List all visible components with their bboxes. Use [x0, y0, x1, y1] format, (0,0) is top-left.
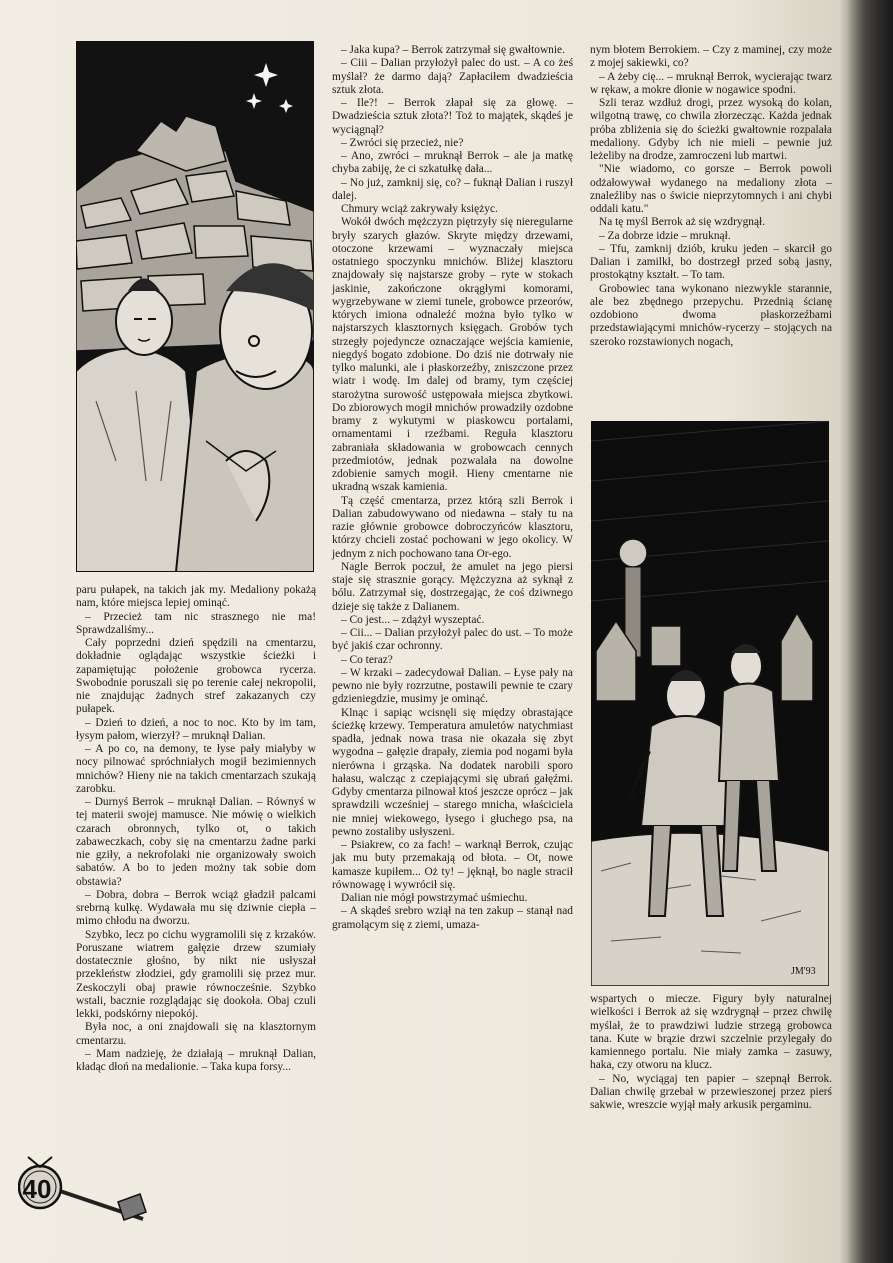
paragraph: – Za dobrze idzie – mruknął.: [599, 229, 731, 242]
paragraph: Grobowiec tana wykonano niezwykle starannie, ale bez zbędnego przepychu. Przednią ścianę ozdobiono dwoma płaskorzeźbami przedstawiającymi mnichów-rycerzy – stojących na szeroko rozstawionych nogach,: [590, 282, 832, 348]
paragraph: – Durnyś Berrok – mruknął Dalian. – Równyś w tej materii swojej mamusce. Nie mówię o wielkich czarach obronnych, tylko ot, o takich zabaweczkach, coby się na cmentarzu żadne parki nie gziły, a nekrofolaki nie organizowały swoich sabatów. A bo to jeden możny tak sobie dom obstawia?: [76, 796, 316, 888]
paragraph: – Psiakrew, co za fach! – warknął Berrok, czując jak mu buty przemakają od błota. – Ot, nowe kamasze kupiłem... Oż ty! – jęknął, bo nagle stracił równowagę i wywrócił się.: [332, 839, 573, 891]
paragraph: – W krzaki – zadecydował Dalian. – Łyse pały na pewno nie były rozrzutne, postawili pewnie te czary gdzieniegdzie, musimy je ominąć.: [332, 666, 573, 706]
paragraph: paru pułapek, na takich jak my. Medaliony pokażą nam, które miejsca lepiej ominąć.: [76, 584, 316, 610]
paragraph: – Co jest... – zdążył wyszeptać.: [341, 613, 485, 626]
paragraph: – Mam nadzieję, że działają – mruknął Dalian, kładąc dłoń na medalionie. – Taka kupa forsy...: [76, 1047, 316, 1073]
paragraph: Cały poprzedni dzień spędzili na cmentarzu, dokładnie oglądając wszystkie ścieżki i zapamiętując położenie grobowca rycerza. Swobodnie poruszali się po terenie całej nekropolii, nie znajdując żadnych stref zakazanych czy pułapek.: [76, 637, 316, 716]
paragraph: – Ano, zwróci – mruknął Berrok – ale ja matkę chyba zabiję, że ci szkatułkę dała...: [332, 150, 573, 176]
illustration-warriors-graveyard: [591, 421, 829, 986]
paragraph: Szli teraz wzdłuż drogi, przez wysoką do kolan, wilgotną trawę, co chwila złorzecząc. Każda jednak próba zbliżenia się do ścieżki gwałtownie rozpalała medaliony. Gdyby ich nie mieli – pewnie już leżeliby na drodze, zamroczeni lub martwi.: [590, 97, 832, 162]
paragraph: – No, wyciągaj ten papier – szepnął Berrok. Dalian chwilę grzebał w przewieszonej przez pierś sakwie, wreszcie wyjął mały arkusik pergaminu.: [590, 1072, 832, 1111]
paragraph: Chmury wciąż zakrywały księżyc.: [341, 203, 498, 215]
paragraph: – Przecież tam nic strasznego nie ma! Sprawdzaliśmy...: [76, 610, 316, 636]
paragraph: – A po co, na demony, te łyse pały miałyby w nocy pilnować spróchniałych mogił bezimiennych mnichów? Hieny nie na takich cmentarzach szukają zarobku.: [76, 743, 316, 795]
paragraph: – Ile?! – Berrok złapał się za głowę. – Dwadzieścia sztuk złota?! Toż to majątek, skądeś je wyciągnął?: [332, 97, 573, 136]
thieves-drawing: [76, 41, 314, 572]
paragraph: – No już, zamknij się, co? – fuknął Dalian i ruszył dalej.: [332, 176, 573, 202]
page-binding-shadow: [847, 0, 893, 1263]
paragraph: – A żeby cię... – mruknął Berrok, wycierając twarz w rękaw, a mokre dłonie w nogawice spodni.: [590, 70, 832, 96]
illustration-thieves-night: [76, 41, 314, 572]
paragraph: – Jaka kupa? – Berrok zatrzymał się gwałtownie.: [341, 44, 565, 56]
paragraph: – Ciii – Dalian przyłożył palec do ust. – A co żeś myślał? że darmo dają? Zapłaciłem dwadzieścia sztuk złota.: [332, 57, 573, 96]
paragraph: Nagle Berrok poczuł, że amulet na jego piersi staje się strasznie gorący. Mężczyzna aż syknął z bólu. Zatrzymał się, dostrzegając, że coś dziwnego dzieje się także z Dalianem.: [332, 560, 573, 613]
paragraph: – Co teraz?: [341, 653, 393, 666]
paragraph: – A skądeś srebro wziął na ten zakup – stanął nad gramolącym się z ziemi, umaza-: [332, 905, 573, 931]
artist-signature: JM'93: [791, 966, 816, 977]
paragraph: wspartych o miecze. Figury były naturalnej wielkości i Berrok aż się wzdrygnął – przez chwilę myślał, że to prawdziwi ludzie strzegą grobowca tana. Kute w brązie drzwi szczelnie przylegały do kamiennego portalu. Nie miały zamka – zasuwy, haka, czy otworu na klucz.: [590, 993, 832, 1072]
paragraph: Szybko, lecz po cichu wygramolili się z krzaków. Poruszane wiatrem gałęzie drzew szumiały dostatecznie głośno, by nikt nie usłyszał przekleństw złodziei, gdy gramolili się przez mur. Zeskoczyli obaj prawie równocześnie. Szybko wstali, bacznie rozglądając się dookoła. Obaj czuli lekki, podskórny niepokój.: [76, 928, 316, 1020]
paragraph: – Dzień to dzień, a noc to noc. Kto by im tam, łysym pałom, wierzył? – mruknął Dalian.: [76, 716, 316, 742]
paragraph: nym błotem Berrokiem. – Czy z maminej, czy może z mojej sakiewki, co?: [590, 44, 832, 70]
paragraph: Dalian nie mógł powstrzymać uśmiechu.: [341, 892, 528, 904]
text-column-3-top: [590, 44, 832, 349]
paragraph: Była noc, a oni znajdowali się na klasztornym cmentarzu.: [76, 1021, 316, 1047]
paragraph: Tą część cmentarza, przez którą szli Berrok i Dalian zabudowywano od niedawna – stały tu na razie głównie grobowce dobroczyńców klasztoru, którzy chcieli zostać pochowani w jego okolicy. W jednym z nich pochowano tana Or-ego.: [332, 494, 573, 560]
page-number: 40: [22, 1173, 52, 1204]
paragraph: – Zwróci się przecież, nie?: [341, 136, 464, 149]
paragraph: – Tfu, zamknij dziób, kruku jeden – skarcił go Dalian i zamilkł, bo dostrzegł przed sobą jasny, prostokątny kształt. – To tam.: [590, 242, 832, 282]
paragraph: Na tę myśl Berrok aż się wzdrygnął.: [599, 216, 766, 229]
text-column-2: [332, 44, 573, 932]
paragraph: "Nie wiadomo, co gorsze – Berrok powoli odżałowywał wydanego na medaliony złota – znaleźliby nas o świcie nieprzytomnych i ani chybi oddali katu.": [590, 163, 832, 215]
text-column-3-bottom: [590, 993, 832, 1112]
paragraph: Wokół dwóch mężczyzn piętrzyły się nieregularne bryły szarych głazów. Skryte między drzewami, otoczone krzewami – wyznaczały miejsca ostatniego spoczynku mnichów. Bliżej klasztoru znajdowały się najstarsze groby – ryte w stokach jaskinie, zakończone okrągłymi komorami, wygrzebywane w ziemi tunele, grobowce przeorów, których imiona odnaleźć można było tylko w najstarszych klasztornych księgach. Grobów tych strzegły pojedyncze oznaczające wejścia kamienie, niegdyś bogato zdobione. Do dziś nie dotrwały nie tylko malunki, ale i płaskorzeźby, zniszczone przez wiatr i wodę. Im dalej od bramy, tym częściej starożytna surowość ustępowała miejsca zbytkowi. Do zbiorowych mogił mnichów prowadziły ozdobne bramy z wykutymi w piaskowcu portalami, ornamentami i rzeźbami. Reguła klasztoru zabraniała składowania w grobowcach cennych przedmiotów, jednak pozwalała na dowolne zdobienie samych mogił. Hieny cmentarne nie ukradną wszak kamienia.: [332, 216, 573, 494]
text-column-1: [76, 584, 316, 1074]
paragraph: – Cii... – Dalian przyłożył palec do ust. – To może być jakiś czar ochronny.: [332, 627, 573, 653]
paragraph: – Dobra, dobra – Berrok wciąż gładził palcami srebrną kulkę. Wydawała mu się dziwnie ciepła – mimo chłodu na dworzu.: [76, 888, 316, 928]
warriors-drawing: [591, 421, 829, 986]
paragraph: Klnąc i sapiąc wcisnęli się między obrastające ścieżkę krzewy. Temperatura amuletów natychmiast spadła, jednak nowa trasa nie okazała się zbyt wygodna – gałęzie drapały, ziemia pod nogami była nierówna i grząska. Na dodatek narobili sporo hałasu, walcząc z czepiającymi się ubrań gałęźmi. Gdyby cmentarza pilnował ktoś jeszcze oprócz – jak sprawdzili wcześniej – starego mnicha, właściciela nie mniej wiekowego, łysego i głuchego psa, na pewno zostaliby usłyszeni.: [332, 706, 573, 838]
